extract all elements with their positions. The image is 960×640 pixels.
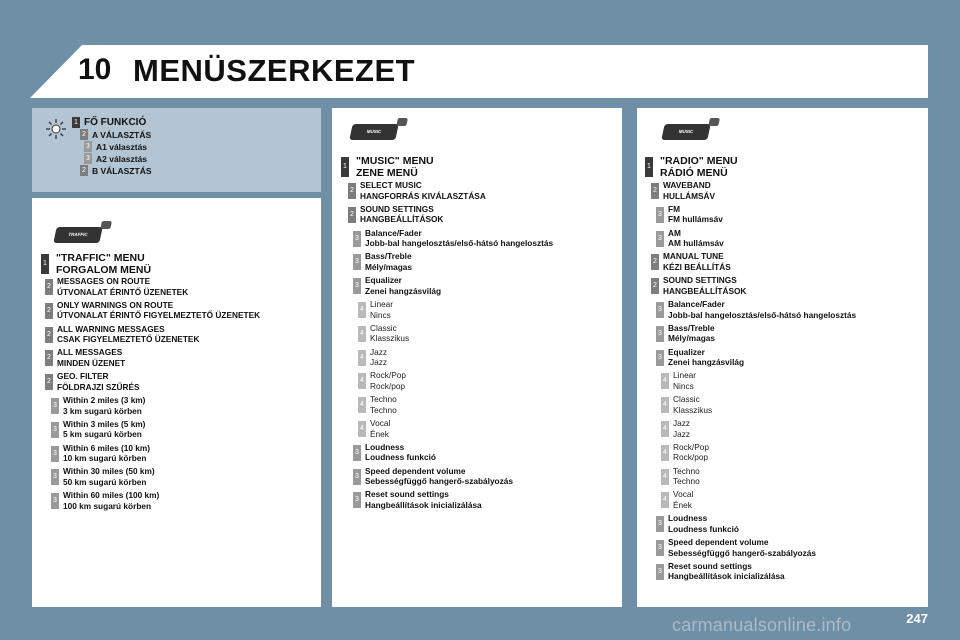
item-line: Within 60 miles (100 km)	[63, 490, 160, 501]
level-marker: 4	[358, 397, 366, 413]
level-marker: 3	[656, 516, 664, 532]
item-line: Reset sound settings	[668, 560, 752, 571]
menu-item	[57, 347, 125, 368]
level-marker: 3	[51, 446, 59, 462]
heading-line: "TRAFFIC" MENU	[56, 252, 145, 264]
item-line: Klasszikus	[673, 404, 713, 415]
menu-item	[57, 324, 199, 345]
level-marker: 4	[661, 445, 669, 461]
level-marker: 2	[651, 183, 659, 199]
level-marker: 1	[645, 157, 653, 177]
item-line: HANGFORRÁS KIVÁLASZTÁSA	[360, 190, 486, 201]
page-title: MENÜSZERKEZET	[133, 53, 416, 88]
menu-item	[673, 466, 700, 487]
item-line: HULLÁMSÁV	[663, 190, 716, 201]
level-marker: 3	[353, 469, 361, 485]
menu-item	[663, 180, 715, 201]
level-marker: 4	[661, 469, 669, 485]
item-line: Loudness	[668, 513, 708, 524]
level-marker: 2	[45, 350, 53, 366]
item-line: Bass/Treble	[365, 251, 412, 262]
item-line: Techno	[370, 394, 397, 405]
item-line: Loudness	[365, 441, 405, 452]
level-marker: 3	[84, 141, 92, 152]
item-line: Techno	[673, 465, 700, 476]
level-marker: 2	[45, 279, 53, 295]
menu-item	[370, 418, 390, 439]
item-line: Within 3 miles (5 km)	[63, 418, 146, 429]
level-marker: 2	[45, 327, 53, 343]
menu-item	[668, 323, 715, 344]
level-marker: 2	[651, 254, 659, 270]
item-line: ÚTVONALAT ÉRINTŐ FIGYELMEZTETŐ ÜZENETEK	[57, 310, 261, 321]
legend-item: A1 választás	[96, 142, 148, 152]
item-line: Equalizer	[365, 275, 402, 286]
item-line: Techno	[370, 404, 397, 415]
item-line: Within 2 miles (3 km)	[63, 395, 146, 405]
menu-item	[57, 276, 188, 297]
menu-item	[673, 442, 709, 463]
menu-item	[370, 323, 409, 344]
level-marker: 2	[80, 129, 88, 140]
level-marker: 4	[661, 492, 669, 508]
level-marker: 3	[353, 231, 361, 247]
menu-item	[365, 275, 441, 296]
item-line: Vocal	[370, 418, 391, 428]
menu-item	[668, 299, 856, 320]
settings-sun-icon	[45, 118, 67, 140]
heading-line: FORGALOM MENÜ	[56, 264, 152, 276]
menu-item	[673, 370, 696, 391]
menu-item	[668, 347, 744, 368]
item-line: Jobb-bal hangelosztás/első-hátsó hangelosztás	[668, 309, 857, 320]
item-line: Equalizer	[668, 346, 705, 357]
item-line: Classic	[673, 394, 700, 405]
item-line: AM hullámsáv	[668, 238, 724, 249]
legend-item: A VÁLASZTÁS	[92, 130, 152, 140]
item-line: Nincs	[673, 380, 694, 391]
item-line: Nincs	[370, 309, 391, 320]
item-line: HANGBEÁLLÍTÁSOK	[360, 214, 444, 225]
menu-item	[57, 300, 260, 321]
item-line: Linear	[673, 370, 697, 381]
level-marker: 3	[84, 153, 92, 164]
item-line: CSAK FIGYELMEZTETŐ ÜZENETEK	[57, 334, 200, 345]
level-marker: 2	[80, 165, 88, 176]
menu-item	[365, 489, 482, 510]
item-line: ÚTVONALAT ÉRINTŐ ÜZENETEK	[57, 286, 189, 297]
item-line: MANUAL TUNE	[663, 251, 724, 262]
item-line: Loudness funkció	[365, 452, 436, 463]
menu-item	[668, 204, 723, 225]
menu-heading	[356, 155, 434, 179]
level-marker: 4	[358, 421, 366, 437]
item-line: MINDEN ÜZENET	[57, 357, 126, 368]
item-line: Within 6 miles (10 km)	[63, 442, 151, 453]
item-line: 50 km sugarú körben	[63, 476, 147, 487]
item-line: Within 30 miles (50 km)	[63, 466, 155, 477]
heading-line: ZENE MENÜ	[356, 167, 418, 179]
item-line: Zenei hangzásvilág	[365, 285, 442, 296]
item-line: Jobb-bal hangelosztás/első-hátsó hangelosztás	[365, 238, 554, 249]
level-marker: 3	[656, 350, 664, 366]
item-line: Techno	[673, 476, 700, 487]
item-line: Ének	[673, 499, 692, 510]
item-line: SOUND SETTINGS	[663, 275, 737, 286]
menu-item	[365, 442, 436, 463]
item-line: Sebességfüggő hangerő-szabályozás	[668, 547, 816, 558]
menu-item	[370, 394, 397, 415]
menu-item	[673, 394, 712, 415]
item-line: Ének	[370, 428, 389, 439]
item-line: ALL WARNING MESSAGES	[57, 323, 165, 334]
item-line: Mély/magas	[668, 333, 716, 344]
level-marker: 3	[656, 231, 664, 247]
menu-item	[668, 513, 739, 534]
item-line: Bass/Treble	[668, 322, 715, 333]
item-line: SELECT MUSIC	[360, 180, 422, 190]
item-line: Loudness funkció	[668, 523, 739, 534]
menu-item	[370, 347, 387, 368]
radio-badge-icon: MUSIC	[661, 124, 710, 140]
item-line: Mély/magas	[365, 261, 413, 272]
level-marker: 1	[341, 157, 349, 177]
item-line: Reset sound settings	[365, 489, 449, 500]
chapter-number: 10	[78, 53, 112, 86]
menu-item	[63, 395, 145, 416]
menu-item	[370, 370, 406, 391]
traffic-badge-icon: TRAFFIC	[53, 227, 102, 243]
menu-item	[63, 466, 155, 487]
item-line: KÉZI BEÁLLÍTÁS	[663, 261, 731, 272]
level-marker: 3	[353, 492, 361, 508]
heading-line: RÁDIÓ MENÜ	[660, 167, 728, 179]
menu-item	[63, 443, 150, 464]
menu-item	[668, 537, 816, 558]
menu-item	[63, 490, 159, 511]
level-marker: 4	[358, 350, 366, 366]
level-marker: 3	[51, 398, 59, 414]
item-line: 100 km sugarú körben	[63, 500, 152, 511]
menu-item	[365, 251, 412, 272]
level-marker: 2	[348, 183, 356, 199]
item-line: Speed dependent volume	[668, 537, 769, 547]
item-line: Classic	[370, 322, 397, 333]
item-line: Speed dependent volume	[365, 465, 466, 476]
level-marker: 2	[45, 303, 53, 319]
item-line: Sebességfüggő hangerő-szabályozás	[365, 476, 513, 487]
watermark: carmanualsonline.info	[672, 615, 852, 635]
menu-item	[668, 561, 785, 582]
level-marker: 2	[348, 207, 356, 223]
item-line: FM hullámsáv	[668, 214, 723, 225]
item-line: FM	[668, 203, 680, 214]
legend-item: FŐ FUNKCIÓ	[84, 117, 147, 128]
menu-item	[360, 204, 443, 225]
menu-item	[57, 371, 140, 392]
item-line: Zenei hangzásvilág	[668, 357, 745, 368]
menu-item	[673, 418, 690, 439]
heading-line: "MUSIC" MENU	[356, 155, 434, 167]
item-line: Klasszikus	[370, 333, 410, 344]
level-marker: 3	[656, 540, 664, 556]
item-line: Balance/Fader	[365, 227, 422, 238]
item-line: Jazz	[673, 428, 691, 439]
item-line: 3 km sugarú körben	[63, 405, 142, 416]
item-line: Rock/pop	[370, 380, 406, 391]
level-marker: 3	[353, 278, 361, 294]
item-line: Rock/Pop	[370, 370, 406, 381]
level-marker: 3	[51, 469, 59, 485]
level-marker: 4	[358, 302, 366, 318]
item-line: AM	[668, 227, 681, 238]
level-marker: 3	[353, 445, 361, 461]
item-line: 10 km sugarú körben	[63, 453, 147, 464]
item-line: FÖLDRAJZI SZŰRÉS	[57, 381, 140, 392]
menu-item	[668, 228, 724, 249]
item-line: ONLY WARNINGS ON ROUTE	[57, 299, 174, 310]
level-marker: 4	[358, 326, 366, 342]
item-line: Rock/pop	[673, 452, 709, 463]
level-marker: 3	[656, 207, 664, 223]
item-line: 5 km sugarú körben	[63, 429, 142, 440]
level-marker: 3	[51, 493, 59, 509]
item-line: Jazz	[370, 357, 388, 368]
menu-item	[673, 489, 693, 510]
item-line: Hangbeállítások inicializálása	[668, 571, 785, 582]
level-marker: 3	[656, 302, 664, 318]
item-line: HANGBEÁLLÍTÁSOK	[663, 285, 747, 296]
menu-item	[63, 419, 145, 440]
item-line: Jazz	[673, 418, 691, 428]
level-marker: 3	[656, 326, 664, 342]
level-marker: 1	[72, 117, 80, 128]
level-marker: 1	[41, 254, 49, 274]
item-line: Hangbeállítások inicializálása	[365, 499, 482, 510]
item-line: Vocal	[673, 489, 694, 500]
menu-item	[365, 466, 513, 487]
item-line: Rock/Pop	[673, 441, 709, 452]
heading-line: "RADIO" MENU	[660, 155, 738, 167]
item-line: Linear	[370, 299, 394, 309]
menu-item	[663, 275, 746, 296]
level-marker: 4	[661, 373, 669, 389]
item-line: ALL MESSAGES	[57, 347, 123, 358]
menu-heading	[56, 252, 151, 276]
menu-item	[360, 180, 486, 201]
page-number: 247	[906, 611, 928, 626]
level-marker: 4	[358, 373, 366, 389]
level-marker: 4	[661, 397, 669, 413]
level-marker: 2	[651, 278, 659, 294]
level-marker: 3	[353, 254, 361, 270]
item-line: GEO. FILTER	[57, 371, 109, 382]
item-line: MESSAGES ON ROUTE	[57, 276, 151, 286]
menu-heading	[660, 155, 738, 179]
legend-item: A2 választás	[96, 154, 148, 164]
legend-item: B VÁLASZTÁS	[92, 166, 152, 176]
item-line: Jazz	[370, 346, 388, 357]
level-marker: 2	[45, 374, 53, 390]
level-marker: 3	[51, 422, 59, 438]
menu-item	[365, 228, 553, 249]
item-line: Balance/Fader	[668, 299, 725, 309]
level-marker: 3	[656, 564, 664, 580]
music-badge-icon: MUSIC	[349, 124, 398, 140]
item-line: WAVEBAND	[663, 180, 711, 190]
level-marker: 4	[661, 421, 669, 437]
item-line: SOUND SETTINGS	[360, 203, 434, 214]
menu-item	[663, 251, 731, 272]
menu-item	[370, 299, 393, 320]
